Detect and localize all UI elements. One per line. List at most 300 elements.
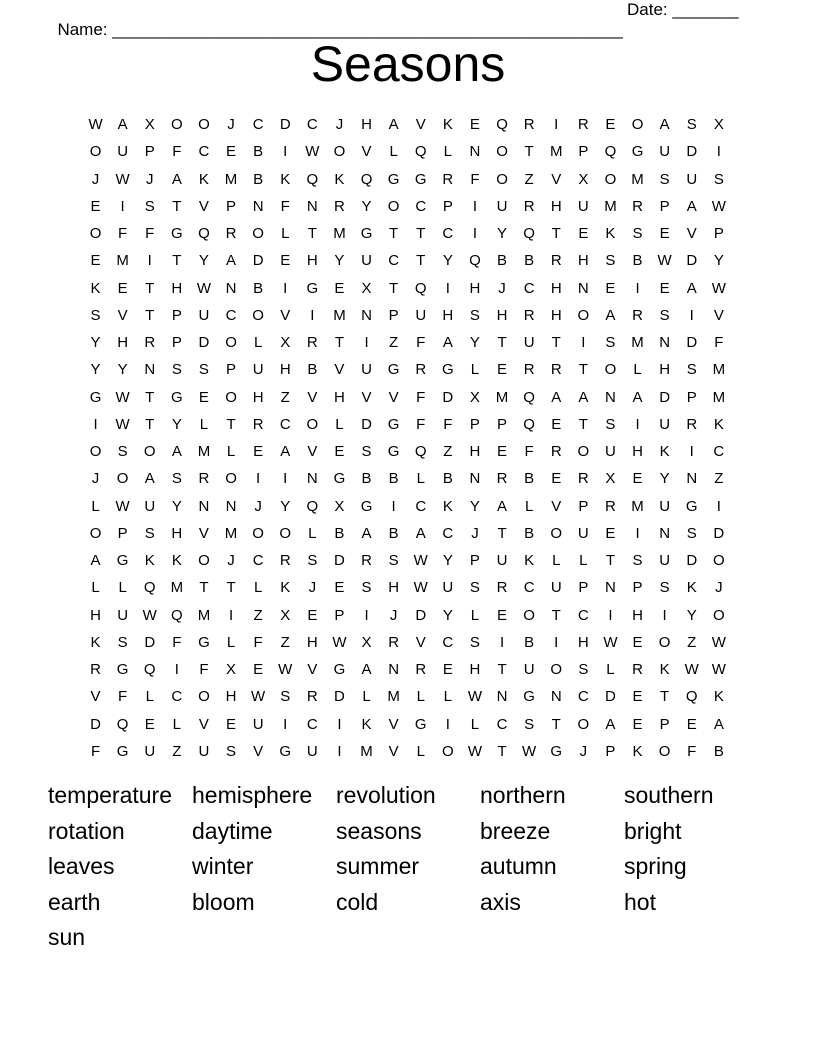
grid-letter[interactable]: B [253, 143, 264, 161]
grid-letter[interactable]: P [388, 306, 399, 324]
grid-letter[interactable]: M [549, 143, 563, 161]
grid-letter[interactable]: Q [143, 661, 156, 678]
grid-letter[interactable]: E [632, 470, 643, 488]
grid-letter[interactable]: I [283, 143, 288, 161]
date-field-label[interactable]: Date: _______ [627, 0, 739, 19]
grid-letter[interactable]: O [252, 524, 264, 542]
grid-letter[interactable]: R [388, 633, 400, 651]
grid-letter[interactable]: R [550, 443, 562, 460]
grid-letter[interactable]: T [334, 334, 345, 351]
grid-letter[interactable]: X [578, 170, 589, 188]
grid-letter[interactable]: H [550, 197, 562, 215]
grid-letter[interactable]: Q [469, 252, 481, 270]
grid-letter[interactable]: D [252, 252, 264, 270]
grid-letter[interactable]: I [147, 252, 152, 270]
grid-letter[interactable]: P [659, 197, 670, 215]
grid-letter[interactable]: M [387, 688, 400, 706]
grid-letter[interactable]: N [198, 497, 210, 515]
grid-letter[interactable]: V [307, 661, 318, 678]
grid-letter[interactable]: Q [523, 225, 535, 242]
grid-letter[interactable]: U [496, 552, 508, 569]
grid-letter[interactable]: E [334, 279, 345, 297]
grid-letter[interactable]: C [171, 688, 183, 706]
grid-letter[interactable]: M [631, 334, 644, 351]
grid-letter[interactable]: Y [198, 252, 209, 270]
grid-letter[interactable]: U [577, 197, 589, 215]
grid-letter[interactable]: R [415, 661, 427, 678]
grid-letter[interactable]: O [631, 116, 644, 133]
grid-letter[interactable]: W [115, 170, 130, 188]
grid-letter[interactable]: T [226, 579, 236, 597]
grid-letter[interactable]: J [91, 170, 100, 188]
grid-letter[interactable]: X [469, 388, 480, 406]
grid-letter[interactable]: X [280, 334, 291, 351]
grid-letter[interactable]: R [306, 688, 318, 706]
grid-letter[interactable]: N [252, 197, 264, 215]
grid-letter[interactable]: E [226, 143, 237, 161]
grid-letter[interactable]: U [252, 715, 264, 733]
grid-letter[interactable]: Q [116, 715, 129, 733]
grid-letter[interactable]: E [469, 116, 480, 133]
grid-letter[interactable]: O [225, 334, 237, 351]
grid-letter[interactable]: V [388, 742, 399, 760]
grid-letter[interactable]: F [714, 334, 724, 351]
grid-letter[interactable]: O [496, 143, 508, 161]
grid-letter[interactable]: M [170, 579, 184, 597]
grid-letter[interactable]: F [443, 415, 453, 433]
grid-letter[interactable]: E [307, 606, 318, 624]
grid-letter[interactable]: M [224, 524, 238, 542]
grid-letter[interactable]: K [90, 279, 101, 297]
grid-letter[interactable]: A [361, 524, 372, 542]
grid-letter[interactable]: A [388, 116, 399, 133]
grid-letter[interactable]: C [252, 552, 264, 569]
grid-letter[interactable]: F [253, 633, 263, 651]
grid-letter[interactable]: S [713, 170, 724, 188]
grid-letter[interactable]: S [632, 552, 643, 569]
grid-letter[interactable]: R [632, 661, 643, 678]
grid-letter[interactable]: K [171, 552, 182, 569]
grid-letter[interactable]: S [605, 252, 616, 270]
grid-letter[interactable]: A [659, 116, 670, 133]
grid-letter[interactable]: F [687, 742, 697, 760]
grid-letter[interactable]: K [686, 579, 697, 597]
grid-letter[interactable]: N [225, 497, 237, 515]
grid-letter[interactable]: R [144, 334, 156, 351]
grid-letter[interactable]: O [225, 388, 237, 406]
grid-letter[interactable]: E [90, 197, 101, 215]
grid-letter[interactable]: R [90, 661, 101, 678]
grid-letter[interactable]: T [497, 524, 507, 542]
grid-letter[interactable]: Y [686, 606, 697, 624]
grid-letter[interactable]: P [686, 388, 697, 406]
grid-letter[interactable]: R [605, 497, 616, 515]
grid-letter[interactable]: R [442, 170, 454, 188]
grid-letter[interactable]: H [334, 388, 345, 406]
grid-letter[interactable]: B [334, 524, 345, 542]
grid-letter[interactable]: Y [117, 361, 128, 379]
grid-letter[interactable]: D [415, 606, 427, 624]
grid-letter[interactable]: R [577, 470, 589, 488]
grid-letter[interactable]: Y [469, 497, 480, 515]
grid-letter[interactable]: A [578, 388, 589, 406]
grid-letter[interactable]: G [116, 552, 129, 569]
grid-letter[interactable]: R [523, 197, 535, 215]
grid-letter[interactable]: W [413, 579, 428, 597]
grid-letter[interactable]: Z [389, 334, 399, 351]
grid-letter[interactable]: S [90, 306, 101, 324]
grid-letter[interactable]: S [144, 197, 155, 215]
grid-letter[interactable]: J [227, 116, 235, 133]
grid-letter[interactable]: X [226, 661, 237, 678]
grid-letter[interactable]: B [524, 252, 535, 270]
grid-letter[interactable]: V [198, 524, 209, 542]
grid-letter[interactable]: I [472, 197, 478, 215]
grid-letter[interactable]: S [686, 361, 697, 379]
grid-letter[interactable]: Q [143, 579, 156, 597]
grid-letter[interactable]: N [659, 524, 671, 542]
grid-letter[interactable]: C [442, 633, 454, 651]
grid-letter[interactable]: O [143, 443, 156, 460]
grid-letter[interactable]: U [442, 579, 454, 597]
grid-letter[interactable]: W [711, 661, 726, 678]
grid-letter[interactable]: T [416, 225, 426, 242]
grid-letter[interactable]: U [415, 306, 427, 324]
grid-letter[interactable]: N [686, 470, 698, 488]
grid-letter[interactable]: V [361, 143, 372, 161]
grid-letter[interactable]: M [495, 388, 509, 406]
grid-letter[interactable]: L [524, 497, 534, 515]
grid-letter[interactable]: E [632, 715, 643, 733]
grid-letter[interactable]: L [91, 497, 100, 515]
grid-letter[interactable]: B [253, 170, 264, 188]
grid-letter[interactable]: A [632, 388, 643, 406]
grid-letter[interactable]: E [497, 606, 508, 624]
grid-letter[interactable]: J [471, 524, 479, 542]
grid-letter[interactable]: A [686, 279, 697, 297]
grid-letter[interactable]: T [389, 225, 399, 242]
grid-letter[interactable]: V [334, 361, 345, 379]
grid-letter[interactable]: O [198, 116, 210, 133]
grid-letter[interactable]: K [334, 170, 345, 188]
grid-letter[interactable]: U [144, 497, 156, 515]
grid-letter[interactable]: W [684, 661, 699, 678]
grid-letter[interactable]: E [551, 470, 562, 488]
grid-letter[interactable]: N [605, 388, 616, 406]
grid-letter[interactable]: O [658, 742, 671, 760]
grid-letter[interactable]: S [659, 579, 670, 597]
grid-letter[interactable]: O [442, 742, 454, 760]
grid-letter[interactable]: R [577, 116, 589, 133]
grid-letter[interactable]: G [116, 742, 129, 760]
grid-letter[interactable]: J [227, 552, 235, 569]
grid-letter[interactable]: I [635, 524, 640, 542]
grid-letter[interactable]: Q [306, 497, 319, 515]
grid-letter[interactable]: P [171, 334, 182, 351]
grid-letter[interactable]: K [713, 688, 724, 706]
grid-letter[interactable]: V [388, 715, 399, 733]
grid-letter[interactable]: C [306, 715, 318, 733]
grid-letter[interactable]: N [659, 334, 671, 351]
grid-letter[interactable]: O [252, 225, 264, 242]
grid-letter[interactable]: C [198, 143, 210, 161]
grid-letter[interactable]: H [306, 633, 318, 651]
grid-letter[interactable]: K [361, 715, 372, 733]
grid-letter[interactable]: I [581, 334, 586, 351]
grid-letter[interactable]: I [337, 742, 342, 760]
grid-letter[interactable]: Y [497, 225, 508, 242]
grid-letter[interactable]: N [469, 470, 481, 488]
grid-letter[interactable]: A [686, 197, 697, 215]
grid-letter[interactable]: T [172, 252, 182, 270]
grid-letter[interactable]: H [659, 361, 671, 379]
grid-letter[interactable]: O [577, 306, 590, 324]
grid-letter[interactable]: N [361, 306, 372, 324]
grid-letter[interactable]: T [145, 279, 155, 297]
grid-letter[interactable]: L [552, 552, 561, 569]
grid-letter[interactable]: M [333, 225, 346, 242]
grid-letter[interactable]: W [603, 633, 618, 651]
grid-letter[interactable]: O [225, 470, 237, 488]
grid-letter[interactable]: L [416, 470, 425, 488]
grid-letter[interactable]: B [253, 279, 264, 297]
grid-letter[interactable]: I [472, 225, 478, 242]
grid-letter[interactable]: Y [469, 334, 480, 351]
grid-letter[interactable]: C [577, 606, 589, 624]
grid-letter[interactable]: R [306, 334, 318, 351]
grid-letter[interactable]: P [171, 306, 182, 324]
name-field-label[interactable]: Name: ______________________________________________________ [57, 20, 623, 39]
grid-letter[interactable]: J [91, 470, 100, 488]
grid-letter[interactable]: G [279, 742, 292, 760]
grid-letter[interactable]: B [524, 633, 535, 651]
grid-letter[interactable]: I [391, 497, 396, 515]
grid-letter[interactable]: R [279, 552, 291, 569]
grid-letter[interactable]: D [659, 388, 671, 406]
grid-letter[interactable]: H [442, 306, 454, 324]
grid-letter[interactable]: P [117, 524, 128, 542]
grid-letter[interactable]: C [306, 116, 318, 133]
grid-letter[interactable]: G [550, 742, 563, 760]
grid-letter[interactable]: I [228, 606, 234, 624]
grid-letter[interactable]: P [226, 361, 237, 379]
grid-letter[interactable]: H [550, 306, 562, 324]
grid-letter[interactable]: M [197, 606, 211, 624]
grid-letter[interactable]: O [89, 225, 102, 242]
grid-letter[interactable]: P [469, 415, 480, 433]
grid-letter[interactable]: L [145, 688, 154, 706]
grid-letter[interactable]: U [144, 742, 156, 760]
grid-letter[interactable]: A [551, 388, 562, 406]
grid-letter[interactable]: Y [171, 415, 182, 433]
grid-letter[interactable]: O [306, 415, 319, 433]
grid-letter[interactable]: H [225, 688, 237, 706]
grid-letter[interactable]: O [198, 552, 210, 569]
grid-letter[interactable]: D [334, 688, 345, 706]
grid-letter[interactable]: D [713, 524, 725, 542]
grid-letter[interactable]: I [120, 197, 125, 215]
grid-letter[interactable]: X [713, 116, 724, 133]
grid-letter[interactable]: F [145, 225, 155, 242]
grid-letter[interactable]: N [306, 470, 318, 488]
grid-letter[interactable]: W [115, 415, 130, 433]
grid-letter[interactable]: K [713, 415, 724, 433]
grid-letter[interactable]: O [198, 688, 210, 706]
grid-letter[interactable]: S [280, 688, 291, 706]
grid-letter[interactable]: E [578, 225, 589, 242]
grid-letter[interactable]: U [361, 252, 372, 270]
grid-letter[interactable]: V [280, 306, 291, 324]
grid-letter[interactable]: I [499, 633, 505, 651]
grid-letter[interactable]: U [198, 306, 210, 324]
grid-letter[interactable]: W [467, 688, 483, 706]
grid-letter[interactable]: N [388, 661, 400, 678]
grid-letter[interactable]: I [283, 470, 288, 488]
grid-letter[interactable]: P [605, 742, 616, 760]
grid-letter[interactable]: H [361, 116, 372, 133]
grid-letter[interactable]: T [605, 552, 616, 569]
grid-letter[interactable]: U [659, 415, 671, 433]
grid-letter[interactable]: C [279, 415, 291, 433]
grid-letter[interactable]: F [416, 415, 426, 433]
grid-letter[interactable]: G [414, 170, 427, 188]
grid-letter[interactable]: L [633, 361, 642, 379]
grid-letter[interactable]: R [686, 415, 698, 433]
grid-letter[interactable]: E [686, 715, 697, 733]
grid-letter[interactable]: O [713, 552, 725, 569]
grid-letter[interactable]: P [578, 497, 589, 515]
grid-letter[interactable]: Q [496, 116, 508, 133]
grid-letter[interactable]: X [361, 279, 372, 297]
grid-letter[interactable]: S [361, 579, 372, 597]
grid-letter[interactable]: W [467, 742, 483, 760]
grid-letter[interactable]: Z [172, 742, 182, 760]
grid-letter[interactable]: H [306, 252, 318, 270]
grid-letter[interactable]: O [116, 470, 129, 488]
grid-letter[interactable]: E [117, 279, 128, 297]
grid-letter[interactable]: D [361, 415, 372, 433]
grid-letter[interactable]: C [523, 279, 535, 297]
grid-letter[interactable]: J [389, 606, 398, 624]
grid-letter[interactable]: K [442, 116, 453, 133]
grid-letter[interactable]: V [253, 742, 264, 760]
grid-letter[interactable]: I [174, 661, 179, 678]
grid-letter[interactable]: Q [198, 225, 210, 242]
grid-letter[interactable]: W [522, 742, 537, 760]
grid-letter[interactable]: L [253, 334, 263, 351]
grid-letter[interactable]: W [711, 279, 726, 297]
grid-letter[interactable]: S [469, 579, 480, 597]
grid-letter[interactable]: H [469, 279, 481, 297]
grid-letter[interactable]: U [198, 742, 210, 760]
grid-letter[interactable]: O [171, 116, 183, 133]
grid-letter[interactable]: L [470, 361, 480, 379]
grid-letter[interactable]: U [361, 361, 372, 379]
grid-letter[interactable]: M [631, 497, 644, 515]
grid-letter[interactable]: G [333, 661, 346, 678]
grid-letter[interactable]: K [198, 170, 209, 188]
grid-letter[interactable]: B [361, 470, 372, 488]
grid-letter[interactable]: E [551, 415, 562, 433]
grid-letter[interactable]: T [145, 306, 155, 324]
grid-letter[interactable]: Y [659, 470, 670, 488]
grid-letter[interactable]: H [469, 661, 481, 678]
grid-letter[interactable]: E [605, 524, 616, 542]
grid-letter[interactable]: C [523, 579, 535, 597]
grid-letter[interactable]: E [442, 661, 453, 678]
grid-letter[interactable]: X [280, 606, 291, 624]
grid-letter[interactable]: R [550, 361, 562, 379]
grid-letter[interactable]: B [442, 470, 453, 488]
grid-letter[interactable]: Z [524, 170, 534, 188]
grid-letter[interactable]: S [469, 633, 480, 651]
grid-letter[interactable]: T [226, 415, 236, 433]
grid-letter[interactable]: B [388, 524, 399, 542]
grid-letter[interactable]: L [416, 742, 425, 760]
grid-letter[interactable]: E [253, 661, 264, 678]
grid-letter[interactable]: P [578, 143, 589, 161]
grid-letter[interactable]: G [387, 361, 400, 379]
grid-letter[interactable]: V [686, 225, 697, 242]
grid-letter[interactable]: V [551, 497, 562, 515]
grid-letter[interactable]: L [416, 688, 425, 706]
grid-letter[interactable]: H [90, 606, 101, 624]
grid-letter[interactable]: O [523, 606, 535, 624]
grid-letter[interactable]: T [551, 606, 561, 624]
grid-letter[interactable]: H [117, 334, 129, 351]
grid-letter[interactable]: P [659, 715, 670, 733]
grid-letter[interactable]: U [117, 606, 129, 624]
grid-letter[interactable]: E [497, 443, 508, 460]
grid-letter[interactable]: T [497, 661, 507, 678]
grid-letter[interactable]: G [116, 661, 129, 678]
grid-letter[interactable]: T [307, 225, 317, 242]
grid-letter[interactable]: E [253, 443, 264, 460]
grid-letter[interactable]: Q [523, 415, 535, 433]
grid-letter[interactable]: D [442, 388, 454, 406]
grid-letter[interactable]: R [550, 252, 562, 270]
grid-letter[interactable]: H [171, 279, 183, 297]
grid-letter[interactable]: S [226, 742, 237, 760]
grid-letter[interactable]: I [364, 334, 369, 351]
grid-letter[interactable]: C [577, 688, 589, 706]
grid-letter[interactable]: F [280, 197, 290, 215]
grid-letter[interactable]: H [632, 443, 643, 460]
grid-letter[interactable]: I [608, 606, 613, 624]
grid-letter[interactable]: M [197, 443, 211, 460]
grid-letter[interactable]: D [686, 334, 698, 351]
grid-letter[interactable]: X [361, 633, 372, 651]
grid-letter[interactable]: Y [713, 252, 724, 270]
grid-letter[interactable]: S [117, 443, 128, 460]
grid-letter[interactable]: N [496, 688, 508, 706]
grid-letter[interactable]: I [364, 606, 369, 624]
grid-letter[interactable]: L [579, 552, 588, 569]
grid-letter[interactable]: W [711, 633, 726, 651]
grid-letter[interactable]: O [577, 715, 590, 733]
grid-letter[interactable]: U [117, 143, 129, 161]
grid-letter[interactable]: I [310, 306, 315, 324]
grid-letter[interactable]: L [281, 225, 290, 242]
grid-letter[interactable]: W [332, 633, 347, 651]
grid-letter[interactable]: I [554, 633, 559, 651]
grid-letter[interactable]: Y [90, 334, 101, 351]
grid-letter[interactable]: V [198, 715, 209, 733]
grid-letter[interactable]: T [389, 279, 399, 297]
grid-letter[interactable]: B [632, 252, 643, 270]
grid-letter[interactable]: O [89, 143, 102, 161]
grid-letter[interactable]: R [198, 470, 210, 488]
